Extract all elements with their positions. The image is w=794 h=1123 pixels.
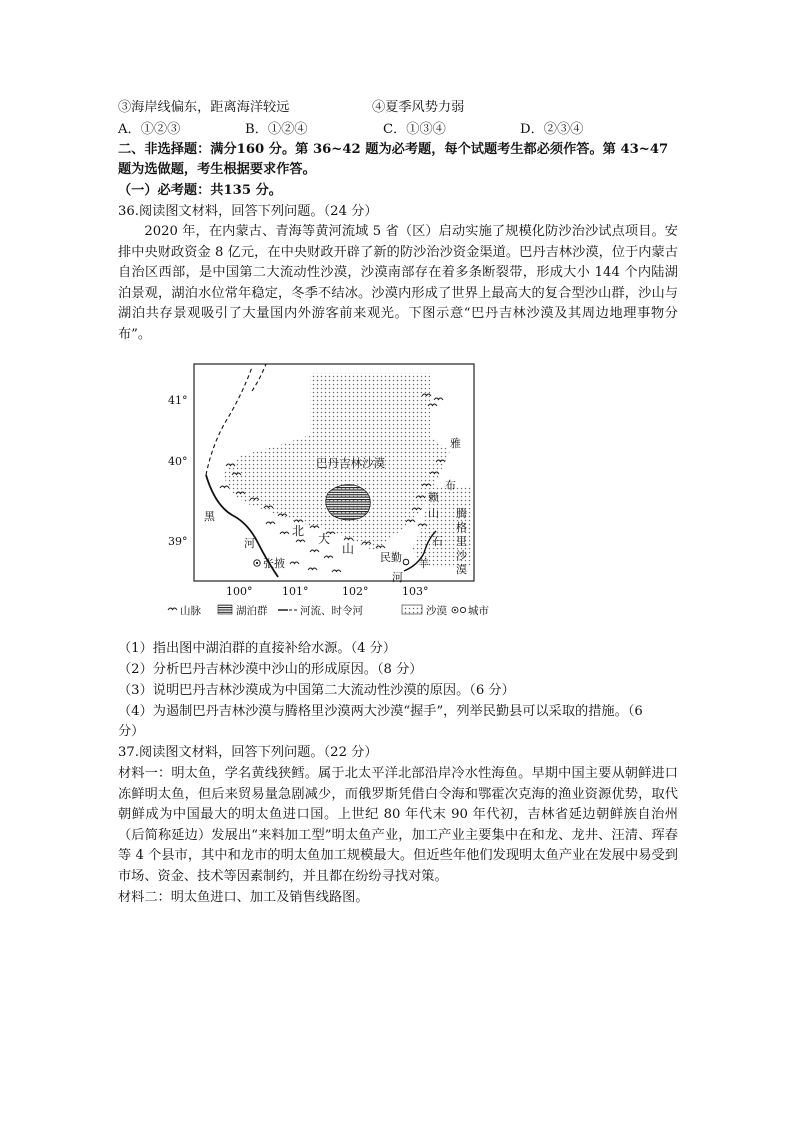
minqin-label: 民勤 bbox=[380, 551, 402, 564]
tengger-char-1: 腾 bbox=[456, 507, 467, 520]
desert-label: 巴丹吉林沙漠 bbox=[316, 456, 385, 470]
yabulai-char-1: 雅 bbox=[450, 437, 461, 450]
option-3: ③海岸线偏东，距离海洋较远 bbox=[118, 100, 290, 115]
north-mountain-char-3: 山 bbox=[342, 542, 355, 556]
zhangye-label: 张掖 bbox=[263, 557, 285, 570]
map-legend bbox=[168, 604, 489, 617]
tengger-char-5: 漠 bbox=[456, 563, 467, 576]
legend-mountain: 山脉 bbox=[180, 605, 201, 617]
q36-sub-2: （2）分析巴丹吉林沙漠中沙山的形成原因。（8 分） bbox=[118, 662, 423, 677]
shiyang-char-3: 河 bbox=[392, 571, 403, 584]
lon-label-102: 102° bbox=[342, 585, 369, 598]
q37-material-2: 材料二：明太鱼进口、加工及销售线路图。 bbox=[118, 890, 369, 905]
section-heading-1: 二、非选择题：满分160 分。第 36~42 题为必考题，每个试题考生都必须作答。第 43~47 bbox=[118, 142, 669, 157]
option-4: ④夏季风势力弱 bbox=[372, 100, 465, 115]
q36-sub-1: （1）指出图中湖泊群的直接补给水源。（4 分） bbox=[118, 641, 397, 656]
legend-city: 城市 bbox=[468, 605, 489, 617]
north-mountain-char-2: 大 bbox=[318, 532, 331, 546]
answer-a: A．①②③ bbox=[118, 122, 181, 137]
q37-material-1: 材料一：明太鱼，学名黄线狭鳕。属于北太平洋北部沿岸冷水性海鱼。早期中国主要从朝鲜进口冻鲜明太鱼，但后来贸易量急剧减少，而俄罗斯凭借白令海和鄂霍次克海的渔业资源优势，取代朝鲜成为中国最大的明太鱼进口国。上世纪 80 年代末 90 年代初，吉林省延边朝鲜族自治州（后简称延边）发展出“来料加工型”明太鱼产业，加工产业主要集中在和龙、龙井、汪清、珲春等 4 个县市，其中和龙市的明太鱼加工规模最大。但近些年他们发现明太鱼产业在发展中易受到市场、资金、技术等因素制约，并且都在纷纷寻找对策。 bbox=[118, 766, 678, 884]
answer-d: D．②③④ bbox=[520, 122, 584, 137]
tengger-char-2: 格 bbox=[456, 521, 467, 534]
shiyang-char-2: 羊 bbox=[418, 557, 429, 570]
legend-lake: 湖泊群 bbox=[236, 605, 268, 617]
shiyang-char-1: 石 bbox=[432, 535, 443, 548]
q36-sub-4-cont: 分） bbox=[118, 724, 145, 739]
answer-c: C．①③④ bbox=[383, 122, 446, 137]
north-mountain-char-1: 北 bbox=[292, 524, 305, 538]
hei-river-char-2: 河 bbox=[244, 537, 255, 550]
legend-desert: 沙漠 bbox=[426, 605, 447, 617]
lon-label-101: 101° bbox=[282, 585, 309, 598]
tengger-char-3: 里 bbox=[456, 535, 467, 548]
section-heading-2: 题为选做题，考生根据要求作答。 bbox=[118, 162, 316, 177]
q36-title: 36.阅读图文材料，回答下列问题。（24 分） bbox=[118, 204, 378, 219]
lat-label-39: 39° bbox=[168, 535, 188, 548]
lake-group bbox=[326, 485, 371, 520]
answer-b: B．①②④ bbox=[245, 122, 308, 137]
yabulai-char-3: 赖 bbox=[428, 491, 439, 504]
lon-label-103: 103° bbox=[402, 585, 429, 598]
legend-river: 河流、时令河 bbox=[300, 605, 363, 617]
yabulai-char-2: 布 bbox=[445, 479, 456, 492]
minqin-city-marker bbox=[403, 559, 409, 565]
yabulai-char-4: 山 bbox=[428, 507, 439, 520]
section-sub: （一）必考题：共135 分。 bbox=[118, 183, 282, 198]
lat-label-41: 41° bbox=[168, 394, 188, 407]
q36-sub-4: （4）为遏制巴丹吉林沙漠与腾格里沙漠两大沙漠“握手”，列举民勤县可以采取的措施。（6 bbox=[118, 704, 643, 719]
badain-jaran-map bbox=[160, 355, 500, 620]
lat-label-40: 40° bbox=[168, 455, 188, 468]
tengger-char-4: 沙 bbox=[456, 549, 467, 562]
q36-paragraph: 2020 年，在内蒙古、青海等黄河流域 5 省（区）启动实施了规模化防沙治沙试点项目。安排中央财政资金 8 亿元，在中央财政开辟了新的防沙治沙资金渠道。巴丹吉林沙漠，位于内蒙古自治区西部，是中国第二大流动性沙漠，沙漠南部存在着多条断裂带，形成大小 144 个内陆湖泊景观，湖泊水位常年稳定，冬季不结冰。沙漠内形成了世界上最高大的复合型沙山群，沙山与湖泊共存景观吸引了大量国内外游客前来观光。下图示意“巴丹吉林沙漠及其周边地理事物分布”。 bbox=[118, 224, 678, 342]
q37-title: 37.阅读图文材料，回答下列问题。（22 分） bbox=[118, 745, 378, 760]
hei-river-char-1: 黑 bbox=[204, 510, 215, 523]
q36-sub-3: （3）说明巴丹吉林沙漠成为中国第二大流动性沙漠的原因。（6 分） bbox=[118, 683, 515, 698]
lon-label-100: 100° bbox=[226, 585, 253, 598]
